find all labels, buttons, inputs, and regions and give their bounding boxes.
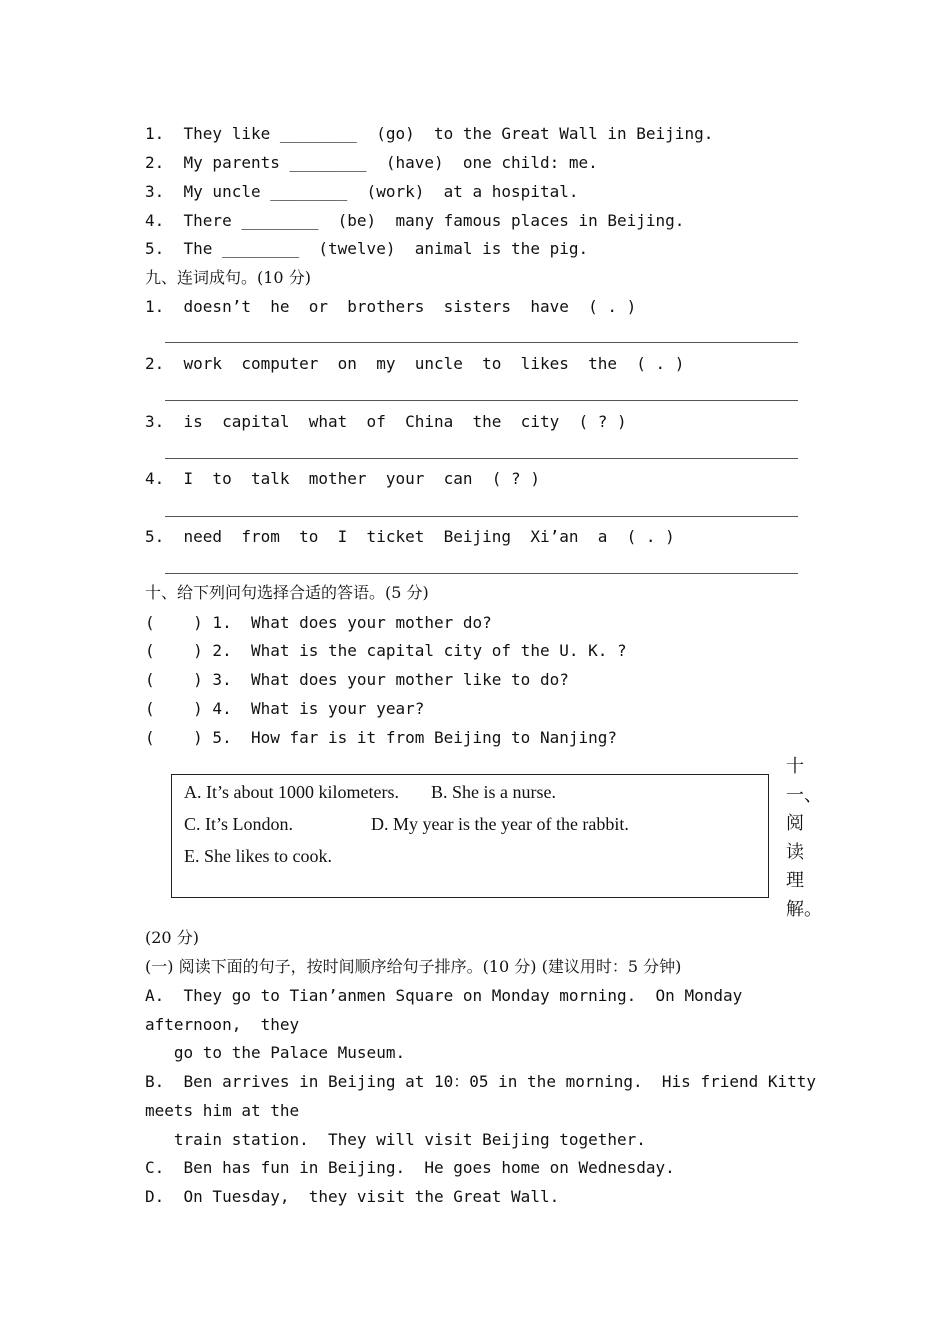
answer-line-4: [165, 516, 798, 517]
reading-line: B. Ben arrives in Beijing at 10：05 in the morning. His friend Kitty: [145, 1072, 817, 1091]
match-item-3: ( ) 3. What does your mother like to do?: [145, 670, 569, 689]
option-b: B. She is a nurse.: [431, 782, 556, 802]
section10-title: 十、给下列问句选择合适的答语。(5 分): [145, 583, 429, 602]
section11-vertical-char: 一、: [786, 785, 822, 806]
match-item-5: ( ) 5. How far is it from Beijing to Nanjing?: [145, 728, 618, 747]
reading-line: D. On Tuesday, they visit the Great Wall.: [145, 1187, 560, 1206]
fill-item-5: 5. The ________ (twelve) animal is the pig.: [145, 239, 589, 258]
match-item-1: ( ) 1. What does your mother do?: [145, 613, 492, 632]
section11-vertical-char: 阅: [786, 813, 804, 834]
fill-item-1: 1. They like ________ (go) to the Great Wall in Beijing.: [145, 124, 714, 143]
match-item-4: ( ) 4. What is your year?: [145, 699, 425, 718]
sentence-item-2: 2. work computer on my uncle to likes the ( . ): [145, 354, 685, 373]
option-c: C. It’s London.: [184, 814, 294, 834]
sentence-item-1: 1. doesn’t he or brothers sisters have ( . ): [145, 297, 637, 316]
option-a: A. It’s about 1000 kilometers.: [184, 782, 399, 802]
section11-vertical-char: 读: [786, 842, 804, 863]
section11-vertical-char: 十: [786, 756, 804, 777]
sentence-item-3: 3. is capital what of China the city ( ? ): [145, 412, 627, 431]
reading-line: meets him at the: [145, 1101, 300, 1120]
section11-score: (20 分): [145, 928, 199, 947]
section11-part1-title: (一) 阅读下面的句子，按时间顺序给句子排序。(10 分) (建议用时：5 分钟): [145, 957, 682, 976]
reading-line: A. They go to Tian’anmen Square on Monday morning. On Monday: [145, 986, 743, 1005]
reading-line: afternoon, they: [145, 1015, 300, 1034]
section9-title: 九、连词成句。(10 分): [145, 268, 311, 287]
fill-item-2: 2. My parents ________ (have) one child: me.: [145, 153, 598, 172]
section11-vertical-char: 解。: [786, 899, 822, 920]
answer-line-5: [165, 573, 798, 574]
reading-line: train station. They will visit Beijing together.: [145, 1130, 646, 1149]
answer-line-2: [165, 400, 798, 401]
section11-vertical-char: 理: [786, 870, 804, 891]
match-item-2: ( ) 2. What is the capital city of the U. K. ?: [145, 641, 627, 660]
answer-line-3: [165, 458, 798, 459]
reading-line: C. Ben has fun in Beijing. He goes home on Wednesday.: [145, 1158, 675, 1177]
sentence-item-5: 5. need from to I ticket Beijing Xi’an a ( . ): [145, 527, 675, 546]
reading-line: go to the Palace Museum.: [145, 1043, 406, 1062]
option-d: D. My year is the year of the rabbit.: [371, 814, 629, 834]
answer-line-1: [165, 342, 798, 343]
fill-item-4: 4. There ________ (be) many famous places in Beijing.: [145, 211, 685, 230]
fill-item-3: 3. My uncle ________ (work) at a hospital.: [145, 182, 579, 201]
sentence-item-4: 4. I to talk mother your can ( ? ): [145, 469, 540, 488]
option-e: E. She likes to cook.: [184, 846, 332, 866]
